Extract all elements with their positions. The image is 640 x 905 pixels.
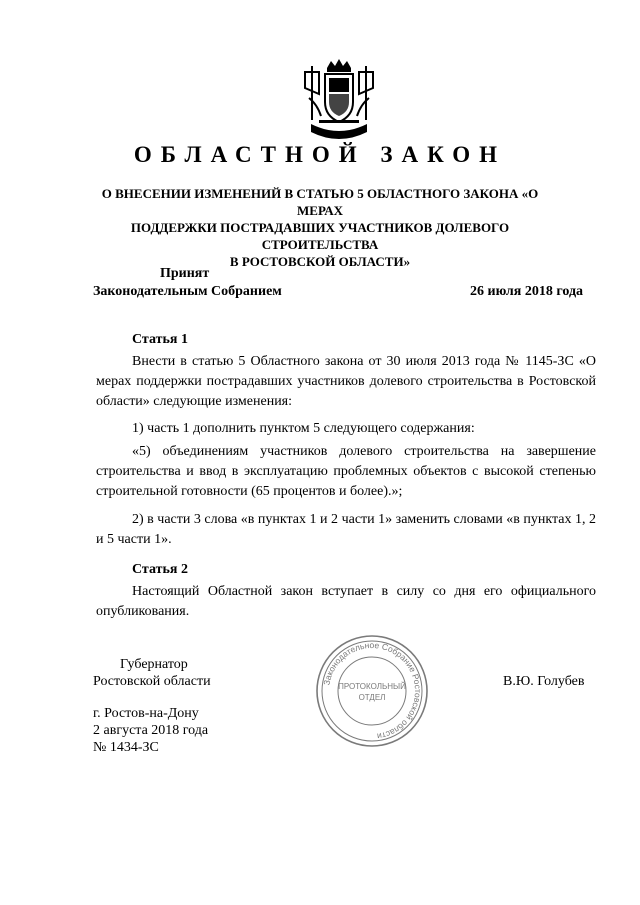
subtitle-line: ПОДДЕРЖКИ ПОСТРАДАВШИХ УЧАСТНИКОВ ДОЛЕВОГО СТРОИТЕЛЬСТВА [130,220,510,252]
article-1-heading: Статья 1 [132,332,188,347]
law-title: ОБЛАСТНОЙ ЗАКОН [133,142,507,167]
coat-of-arms-icon [299,58,379,144]
article-1-paragraph: 1) часть 1 дополнить пунктом 5 следующего содержания: [132,421,475,436]
law-number: № 1434-ЗС [93,740,159,755]
law-subtitle [80,185,560,270]
office-stamp [314,633,430,749]
sign-date: 2 августа 2018 года [93,723,209,738]
article-1-paragraph: «5) объединениям участников долевого строительства на завершение строительства и ввод в эксплуатацию проблемных объектов с высокой степенью строительной готовности (65 процентов и более).»; [96,444,596,499]
subtitle-line: В РОСТОВСКОЙ ОБЛАСТИ» [229,254,411,269]
article-2-paragraph: Настоящий Областной закон вступает в силу со дня его официального опубликования. [96,584,596,619]
subtitle-line: О ВНЕСЕНИИ ИЗМЕНЕНИЙ В СТАТЬЮ 5 ОБЛАСТНОГО ЗАКОНА «О МЕРАХ [101,186,539,218]
article-2-heading: Статья 2 [132,562,188,577]
signer-name: В.Ю. Голубев [503,674,585,689]
sign-place: г. Ростов-на-Дону [93,706,199,721]
article-1-paragraph: 2) в части 3 слова «в пунктах 1 и 2 части 1» заменить словами «в пунктах 1, 2 и 5 части 1». [96,512,596,547]
adoption-date: 26 июля 2018 года [470,284,584,299]
article-1-paragraph: Внести в статью 5 Областного закона от 30 июля 2013 года № 1145-ЗС «О мерах поддержки пострадавших участников долевого строительства в Ростовской области» следующие изменения: [96,354,596,409]
signer-position: Губернатор [120,657,188,672]
signer-region: Ростовской области [93,674,211,689]
stamp-center-line: ПРОТОКОЛЬНЫЙ [338,682,406,691]
stamp-ring-text: Законодательное Собрание Ростовской области [321,639,424,742]
adopted-label: Принят [160,266,210,281]
stamp-center-line: ОТДЕЛ [358,693,386,702]
adopted-by: Законодательным Собранием [93,284,282,299]
